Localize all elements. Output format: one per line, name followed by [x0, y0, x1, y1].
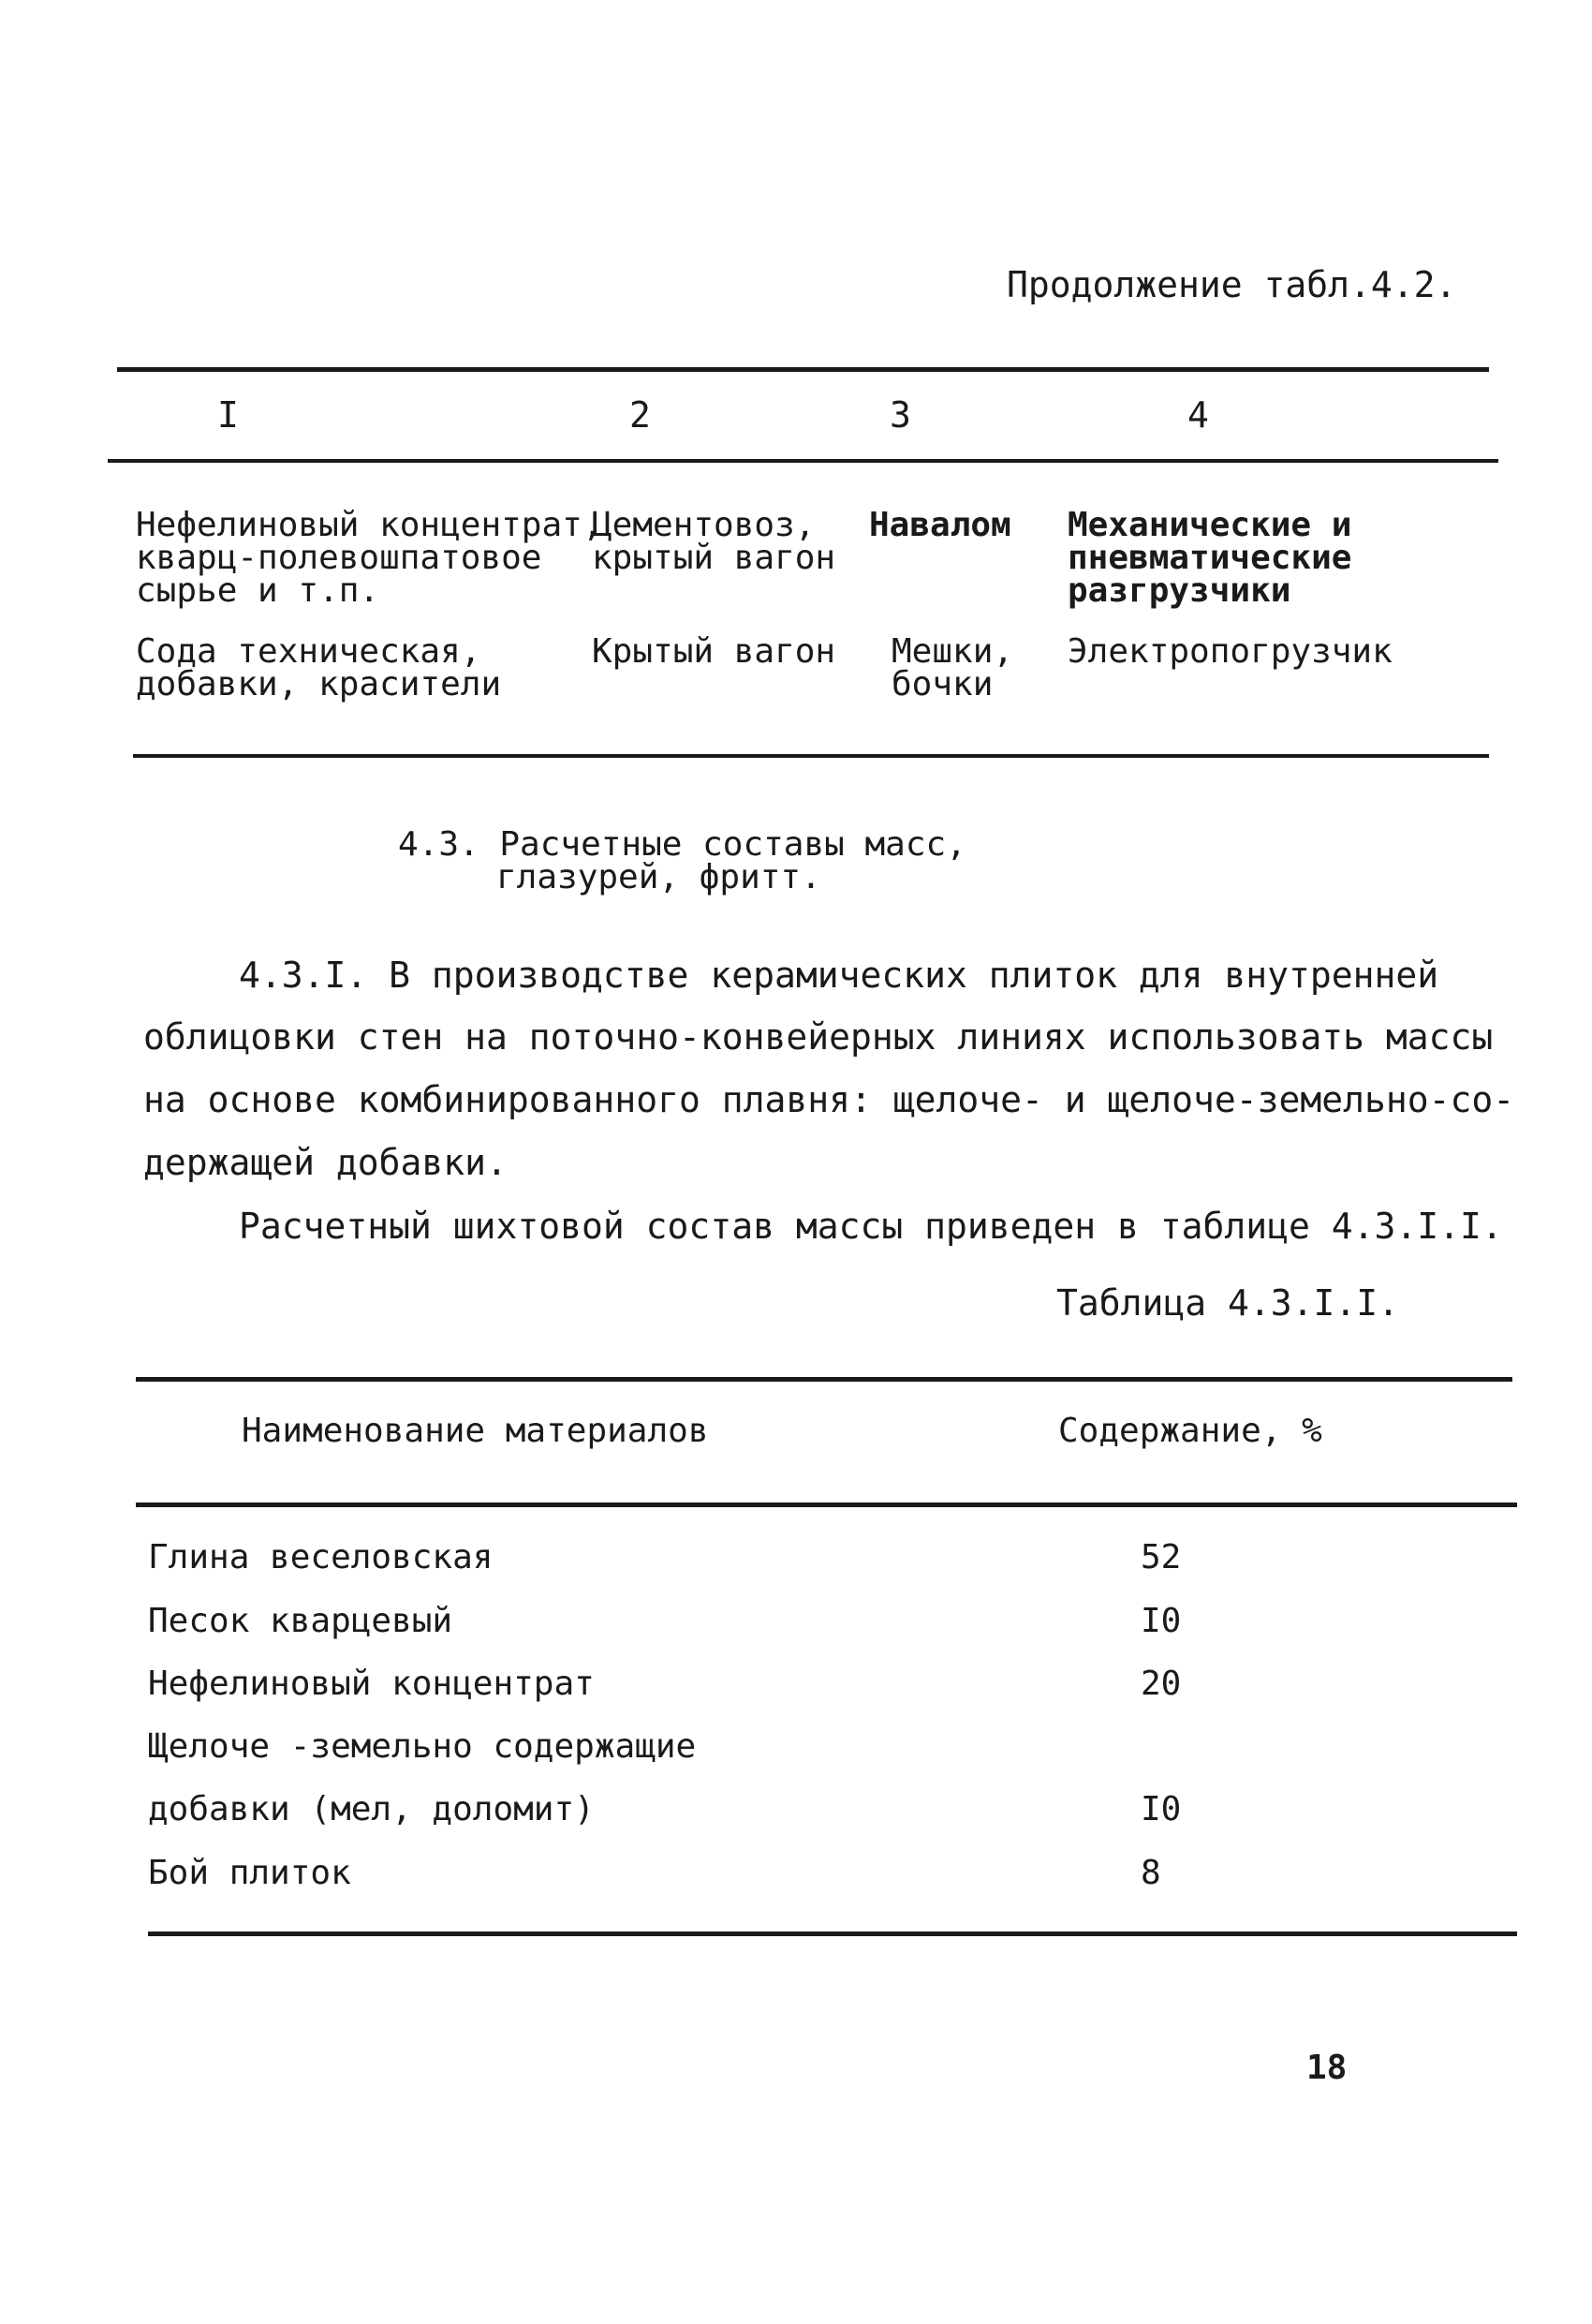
table-row-value: 20: [1141, 1665, 1182, 1703]
table-cell-packaging: Навалом: [869, 506, 1011, 544]
table-cell-transport: Крытый вагон: [592, 632, 836, 671]
page-number: 18: [1306, 2049, 1348, 2087]
column-header-1: I: [217, 394, 239, 436]
paragraph-line: 4.3.I. В производстве керамических плиток для внутренней: [239, 955, 1439, 996]
column-header-2: 2: [629, 394, 651, 436]
table-caption: Таблица 4.3.I.I.: [1056, 1282, 1400, 1324]
column-header-material: Наименование материалов: [242, 1412, 709, 1450]
paragraph-line: держащей добавки.: [143, 1142, 508, 1183]
table-bottom-rule: [133, 754, 1489, 758]
column-header-4: 4: [1187, 394, 1209, 436]
table-bottom-rule: [148, 1932, 1517, 1936]
table-cell-transport: Цементовоз, крытый вагон: [592, 506, 836, 577]
table-row-name: Глина веселовская: [148, 1538, 494, 1576]
table-row-name: Песок кварцевый: [148, 1602, 453, 1640]
table-row-value: 8: [1141, 1854, 1161, 1892]
table-row-name: добавки (мел, доломит): [148, 1790, 595, 1828]
table-row-name: Щелоче -земельно содержащие: [148, 1727, 697, 1766]
table-cell-packaging: Мешки, бочки: [892, 632, 1014, 703]
continuation-caption: Продолжение табл.4.2.: [1007, 264, 1457, 305]
paragraph-line: на основе комбинированного плавня: щелоче- и щелоче-земельно-со-: [143, 1079, 1515, 1120]
paragraph-reference: Расчетный шихтовой состав массы приведен в таблице 4.3.I.I.: [239, 1206, 1503, 1247]
table-cell-material: Нефелиновый концентрат, кварц-полевошпатовое сырье и т.п.: [136, 506, 603, 610]
table-row-name: Нефелиновый концентрат: [148, 1665, 595, 1703]
table-row-value: I0: [1141, 1790, 1182, 1828]
column-header-content: Содержание, %: [1058, 1412, 1322, 1450]
column-header-3: 3: [890, 394, 911, 436]
table-top-rule: [117, 367, 1489, 372]
section-heading: 4.3. Расчетные составы масс,: [398, 825, 966, 864]
table-cell-unloading: Электропогрузчик: [1068, 632, 1393, 671]
table-cell-unloading: Механические и пневматические разгрузчики: [1068, 506, 1352, 610]
table-row-value: I0: [1141, 1602, 1182, 1640]
table-cell-material: Сода техническая, добавки, красители: [136, 632, 502, 703]
table-row-value: 52: [1141, 1538, 1182, 1576]
table-row-name: Бой плиток: [148, 1854, 351, 1892]
table-top-rule: [136, 1377, 1512, 1382]
section-heading-continued: глазурей, фритт.: [496, 858, 821, 896]
paragraph-line: облицовки стен на поточно-конвейерных линиях использовать массы: [143, 1016, 1494, 1058]
header-rule: [136, 1502, 1517, 1507]
header-rule: [108, 459, 1498, 463]
